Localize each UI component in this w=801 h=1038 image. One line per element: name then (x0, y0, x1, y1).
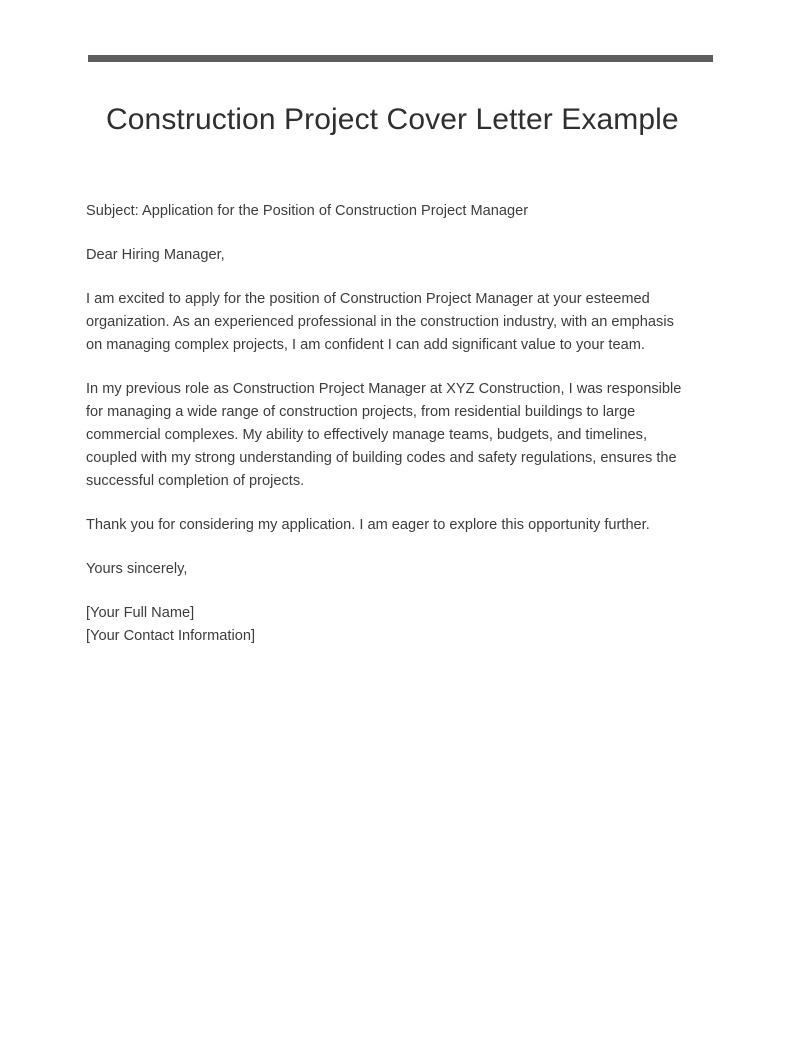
letter-salutation: Dear Hiring Manager, (86, 247, 225, 263)
signature-name-placeholder: [Your Full Name] (86, 605, 195, 621)
letter-paragraph-2: In my previous role as Construction Project Manager at XYZ Construction, I was responsible for managing a wide range of construction projects, from residential buildings to large commercial complexes. My ability to effectively manage teams, budgets, and timelines, coupled with my strong understanding of building codes and safety regulations, ensures the successful completion of projects. (86, 381, 682, 489)
cover-letter-body (86, 200, 684, 648)
page-title: Construction Project Cover Letter Example (106, 103, 679, 136)
letter-paragraph-3: Thank you for considering my application. I am eager to explore this opportunity further. (86, 517, 650, 533)
letter-closing: Yours sincerely, (86, 561, 188, 577)
header-accent-rule (88, 55, 713, 62)
letter-paragraph-1: I am excited to apply for the position of Construction Project Manager at your esteemed organization. As an experienced professional in the construction industry, with an emphasis on managing complex projects, I am confident I can add significant value to your team. (86, 291, 674, 353)
signature-block (86, 602, 684, 648)
signature-contact-placeholder: [Your Contact Information] (86, 628, 256, 644)
letter-subject-line: Subject: Application for the Position of Construction Project Manager (86, 203, 529, 219)
